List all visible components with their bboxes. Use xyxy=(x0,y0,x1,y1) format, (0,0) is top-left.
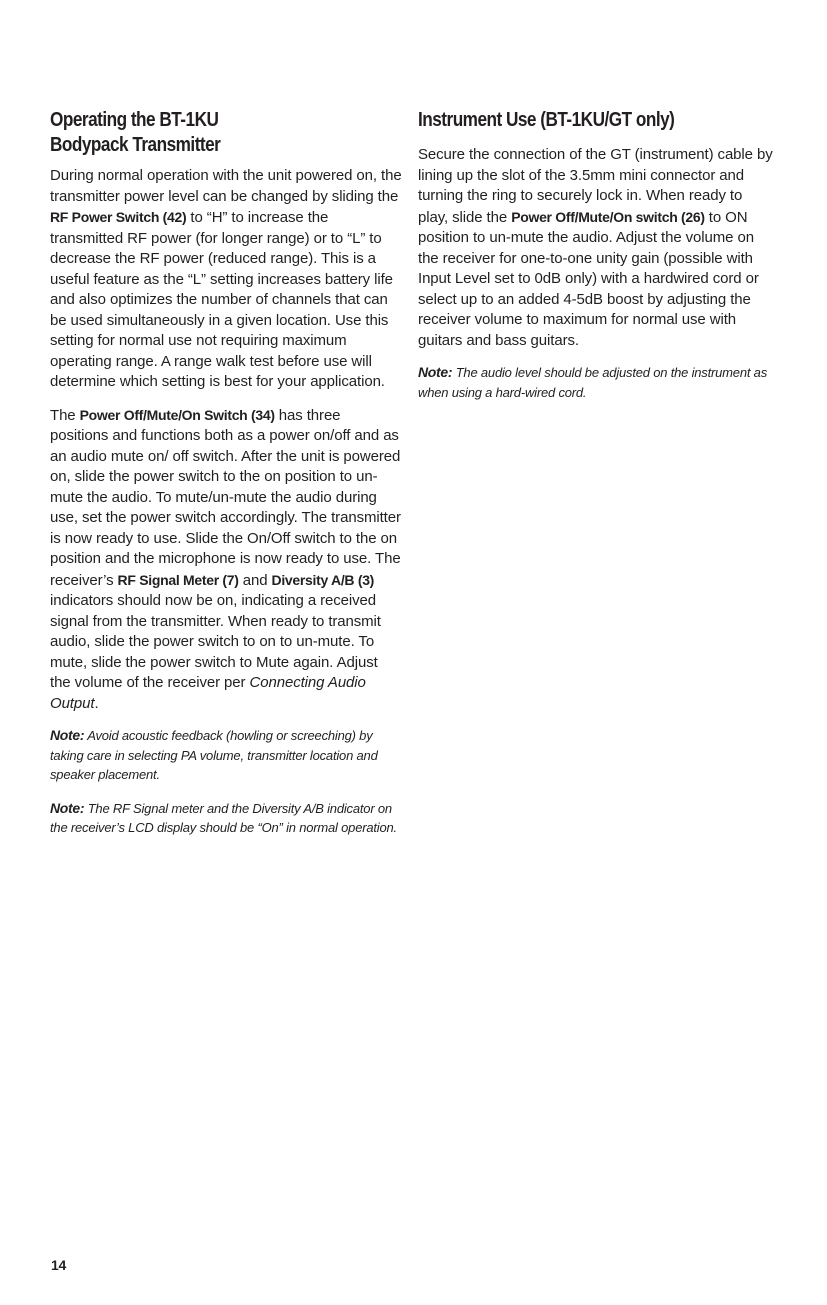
connecting-audio-output-reference: Connecting Audio Output xyxy=(50,674,366,712)
note-audio-level xyxy=(418,363,776,402)
rf-signal-meter-label: RF Signal Meter (7) xyxy=(117,571,239,588)
section-heading-operating-transmitter xyxy=(50,108,353,158)
text-run: Secure the connection of the GT (instrument) cable by lining up the slot of the 3.5mm mini connector and turning the ring to securely lock in. When ready to play, slide the xyxy=(418,146,773,226)
note-label: Note: xyxy=(418,364,453,380)
text-run: The xyxy=(50,406,80,424)
right-column xyxy=(418,108,776,416)
text-run: . xyxy=(94,694,99,712)
rf-power-switch-label: RF Power Switch (42) xyxy=(50,209,187,225)
section-heading-instrument-use: Instrument Use (BT-1KU/GT only) xyxy=(418,109,675,131)
text-run: During normal operation with the unit powered on, the transmitter power level can be changed by sliding the xyxy=(50,167,402,205)
rf-power-paragraph xyxy=(50,166,402,393)
text-run: and xyxy=(238,571,272,589)
page-number: 14 xyxy=(51,1257,66,1273)
text-run: indicators should now be on, indicating a received signal from the transmitter. When ready to transmit audio, slide the power switch to on to un-mute. To mute, slide the power switch to Mute again. Adjust the volume of the receiver per xyxy=(50,592,381,691)
note-text: Avoid acoustic feedback (howling or screeching) by taking care in selecting PA volume, transmitter location and speaker placement. xyxy=(50,728,378,782)
heading-line-1: Operating the BT-1KU xyxy=(50,109,219,131)
heading-line-2: Bodypack Transmitter xyxy=(50,134,221,156)
power-switch-label: Power Off/Mute/On Switch (34) xyxy=(79,406,275,423)
note-text: The RF Signal meter and the Diversity A/B indicator on the receiver’s LCD display should be “On” in normal operation. xyxy=(50,800,397,835)
text-run: to “H” to increase the transmitted RF power (for longer range) or to “L” to decrease the RF power (reduced range). This is a useful feature as the “L” setting increases battery life and also optimizes the number of channels that can be used simultaneously in a given location. Use this setting for normal use not requiring maximum operating range. A range walk test before use will determine which setting is best for your application. xyxy=(50,209,393,390)
note-acoustic-feedback xyxy=(50,726,402,785)
diversity-ab-label: Diversity A/B (3) xyxy=(271,571,375,588)
note-text: The audio level should be adjusted on the instrument as when using a hard-wired cord. xyxy=(418,365,768,400)
text-run: has three positions and functions both as a power on/off and as an audio mute on/ off switch. After the unit is powered on, slide the power switch to the on position to un-mute the audio. To mute/un-mute the audio during use, set the power switch accordingly. The transmitter is now ready to use. Slide the On/Off switch to the on position and the microphone is now ready to use. The receiver’s xyxy=(50,406,401,589)
note-label: Note: xyxy=(50,799,85,816)
note-rf-signal-meter xyxy=(50,799,402,838)
text-run: to ON position to un-mute the audio. Adjust the volume on the receiver for one-to-one unity gain (possible with Input Level set to 0dB only) with a hardwired cord or select up to an added 4-5dB boost by adjusting the receiver volume to maximum for normal use with guitars and bass guitars. xyxy=(418,208,759,349)
note-label: Note: xyxy=(50,727,85,743)
power-switch-paragraph xyxy=(50,405,402,715)
power-switch-label: Power Off/Mute/On switch (26) xyxy=(511,208,705,225)
left-column xyxy=(50,108,402,852)
instrument-use-paragraph xyxy=(418,145,776,351)
